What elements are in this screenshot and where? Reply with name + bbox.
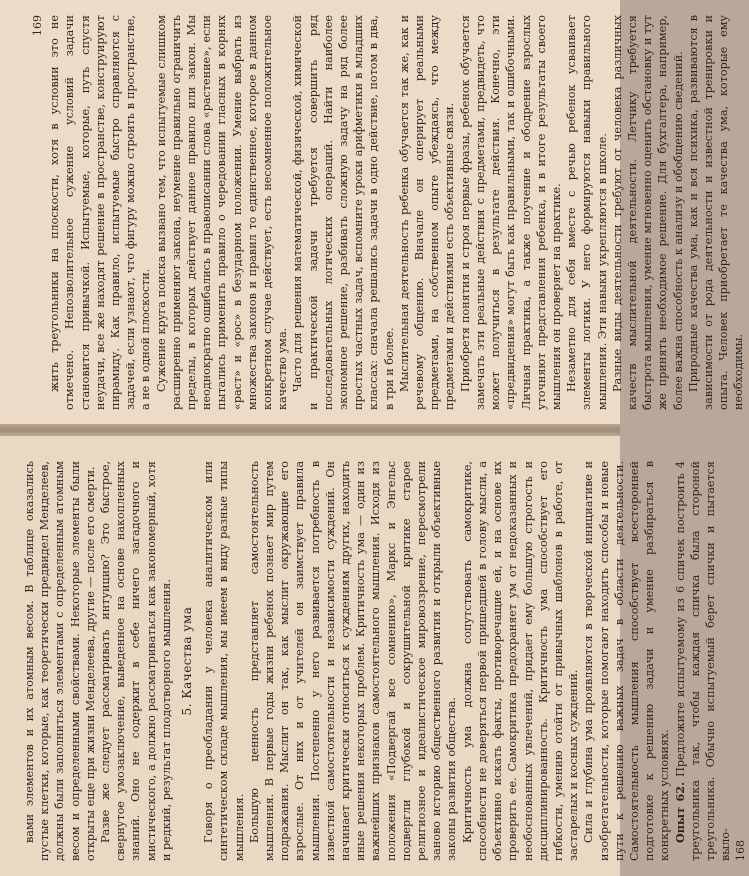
page-168-text: [22, 461, 748, 861]
page-number: 168: [734, 840, 748, 861]
page-169-header: [30, 15, 45, 410]
paragraph: Мыслительная деятельность ребенка обучается так же, как и речевому общению. Вначале он оперирует реальными предметами, на собственном опыте убеждаясь, что между предметами и действиями есть объективные связи.: [397, 15, 457, 410]
page-number: 169: [31, 15, 44, 36]
page-168-footer: [733, 461, 748, 861]
paragraph: вами элементов и их атомным весом. В таблице оказались пустые клетки, которые, как теоретически предвидел Менделеев, должны были заполниться элементами с определенным атомным весом и определенными свойствами. Некоторые элементы были открыты еще при жизни Менделеева, другие — после его смерти.: [23, 461, 97, 861]
paragraph: Говоря о преобладании у человека аналитическом или синтетическом складе мышления, мы имеем в виду разные типы мышления.: [202, 461, 246, 861]
paragraph: Разве же следует рассматривать интуицию? Это быстрое, свернутое умозаключение, выведенное на основе накопленных знаний. Оно не содержит в себе ничего загадочного и мистического, а должно рассматриваться как закономерный, хотя и редкий, результат плодотворного мышления.: [99, 461, 173, 861]
book-gutter: [0, 424, 620, 436]
paragraph: Большую ценность представляет самостоятельность мышления. В первые годы жизни ребенок познает мир путем подражания. Мыслит он так, как мыслит окружающие его взрослые. От них и от учителей он заимствует правила мышления. Постепенно у него развивается потребность в известной самостоятельности и независимости суждений. Он начинает критически относиться к суждениям других, находить иные решения некоторых проблем. Критичность ума — один из важнейших признаков самостоятельного мышления. Исходя из положения «Подвергай все сомнению», Маркс и Энгельс подвергли глубокой и сокрушительной критике старое религиозное и идеалистическое мировоззрение, пересмотрели заново историю общественного развития и открыли объективные законы развития общества.: [247, 461, 459, 861]
paragraph: Сила и глубина ума проявляются в творческой инициативе и изобретательности, которые помогают находить способы и новые пути к решению важных задач в области деятельности. Самостоятельность мышления способствует всесторонней подготовке к решению задачи и умение разбираться в конкретных условиях.: [582, 461, 672, 861]
paragraph: Незаметно для себя вместе с речью ребенок усваивает элементы логики. У него формируются навыки правильного мышления. Эти навыки укрепляются в школе.: [565, 15, 609, 410]
paragraph: Сужение круга поиска вызвано тем, что испытуемые слишком расширенно применяют закона, неумение правильно ограничить пределы, в которых действует данное правило или закон. Мы неоднократно ошибались в правописании слова «растение», если пытались применить правило о чередовании гласных в корнях «раст» и «рос» в безударном положении. Умение выбрать из множества законов и правил то единственное, которое в данном конкретном случае действует, есть несомненное положительное качество ума.: [154, 15, 290, 410]
paragraph: Разные виды деятельности требуют от человека различных качеств мыслительной деятельности. Летчику требуется быстрота мышления, умение мгновенно оценить обстановку и тут же принять необходимое решение. Для бухгалтера, например, более важна способность к анализу и обобщению сведений.: [610, 15, 685, 410]
section-title: 5. Качества ума: [180, 606, 195, 716]
paragraph: Часто для решения математической, физической, химической и практической задачи требуется совершить ряд последовательных логических операций. Найти наиболее экономное решение, разбивать сложную задачу на ряд более простых частных задач, вспомните уроки арифметики в младших классах: сначала решались задачи в одно действие, потом в два, в три и более.: [291, 15, 396, 410]
paragraph: Критичность ума должна сопутствовать самокритике, способности не доверяться первой пришедшей в голову мысли, а объективно искать факты, противоречащие ей, и на основе их проверить ее. Самокритика предохраняет ум от недоказанных и необоснованных увлечений, придает ему большую строгость и дисциплинированность. Критичность ума способствует его гибкости, умению отойти от привычных шаблонов в работе, от застарелых и косных суждений.: [460, 461, 581, 861]
page-169-text: [30, 15, 746, 410]
experiment-paragraph: [673, 461, 734, 861]
paragraph: Приобретя понятия и строя первые фразы, ребенок обучается замечать эти реальные действия с предметами, предвидеть, что может получиться в результате действия. Конечно, эти «предвидения» могут быть как правильными, так и ошибочными. Личная практика, а также поучение и ободрение взрослых уточняют представления ребенка, и в итоге результаты своего мышления он проверяет на практике.: [458, 15, 563, 410]
experiment-text: Предложите испытуемому из 6 спичек построить 4 треугольника так, чтобы каждая спичка была стороной треугольника. Обычно испытуемый берет спички и пытается выло-: [673, 461, 733, 861]
paragraph: жить треугольники на плоскости, хотя в условии это не отмечено. Непозволительное сужение условий задачи становится привычкой. Испытуемые, которые, путь спустя неудачи, все же находят решение в пространстве, конструируют пирамиду. Как правило, испытуемые быстро справляются с задачей, если узнают, что фигуру можно строить в пространстве, а не в одной плоскости.: [48, 15, 153, 410]
page-168: [0, 436, 748, 876]
experiment-label: Опыт 62.: [672, 782, 687, 843]
page-169: [0, 0, 746, 424]
paragraph: Природные качества ума, как и вся психика, развиваются в зависимости от рода деятельности и известной тренировки и опыта. Человек приобретает те качества ума, которые ему необходимы.: [686, 15, 746, 410]
